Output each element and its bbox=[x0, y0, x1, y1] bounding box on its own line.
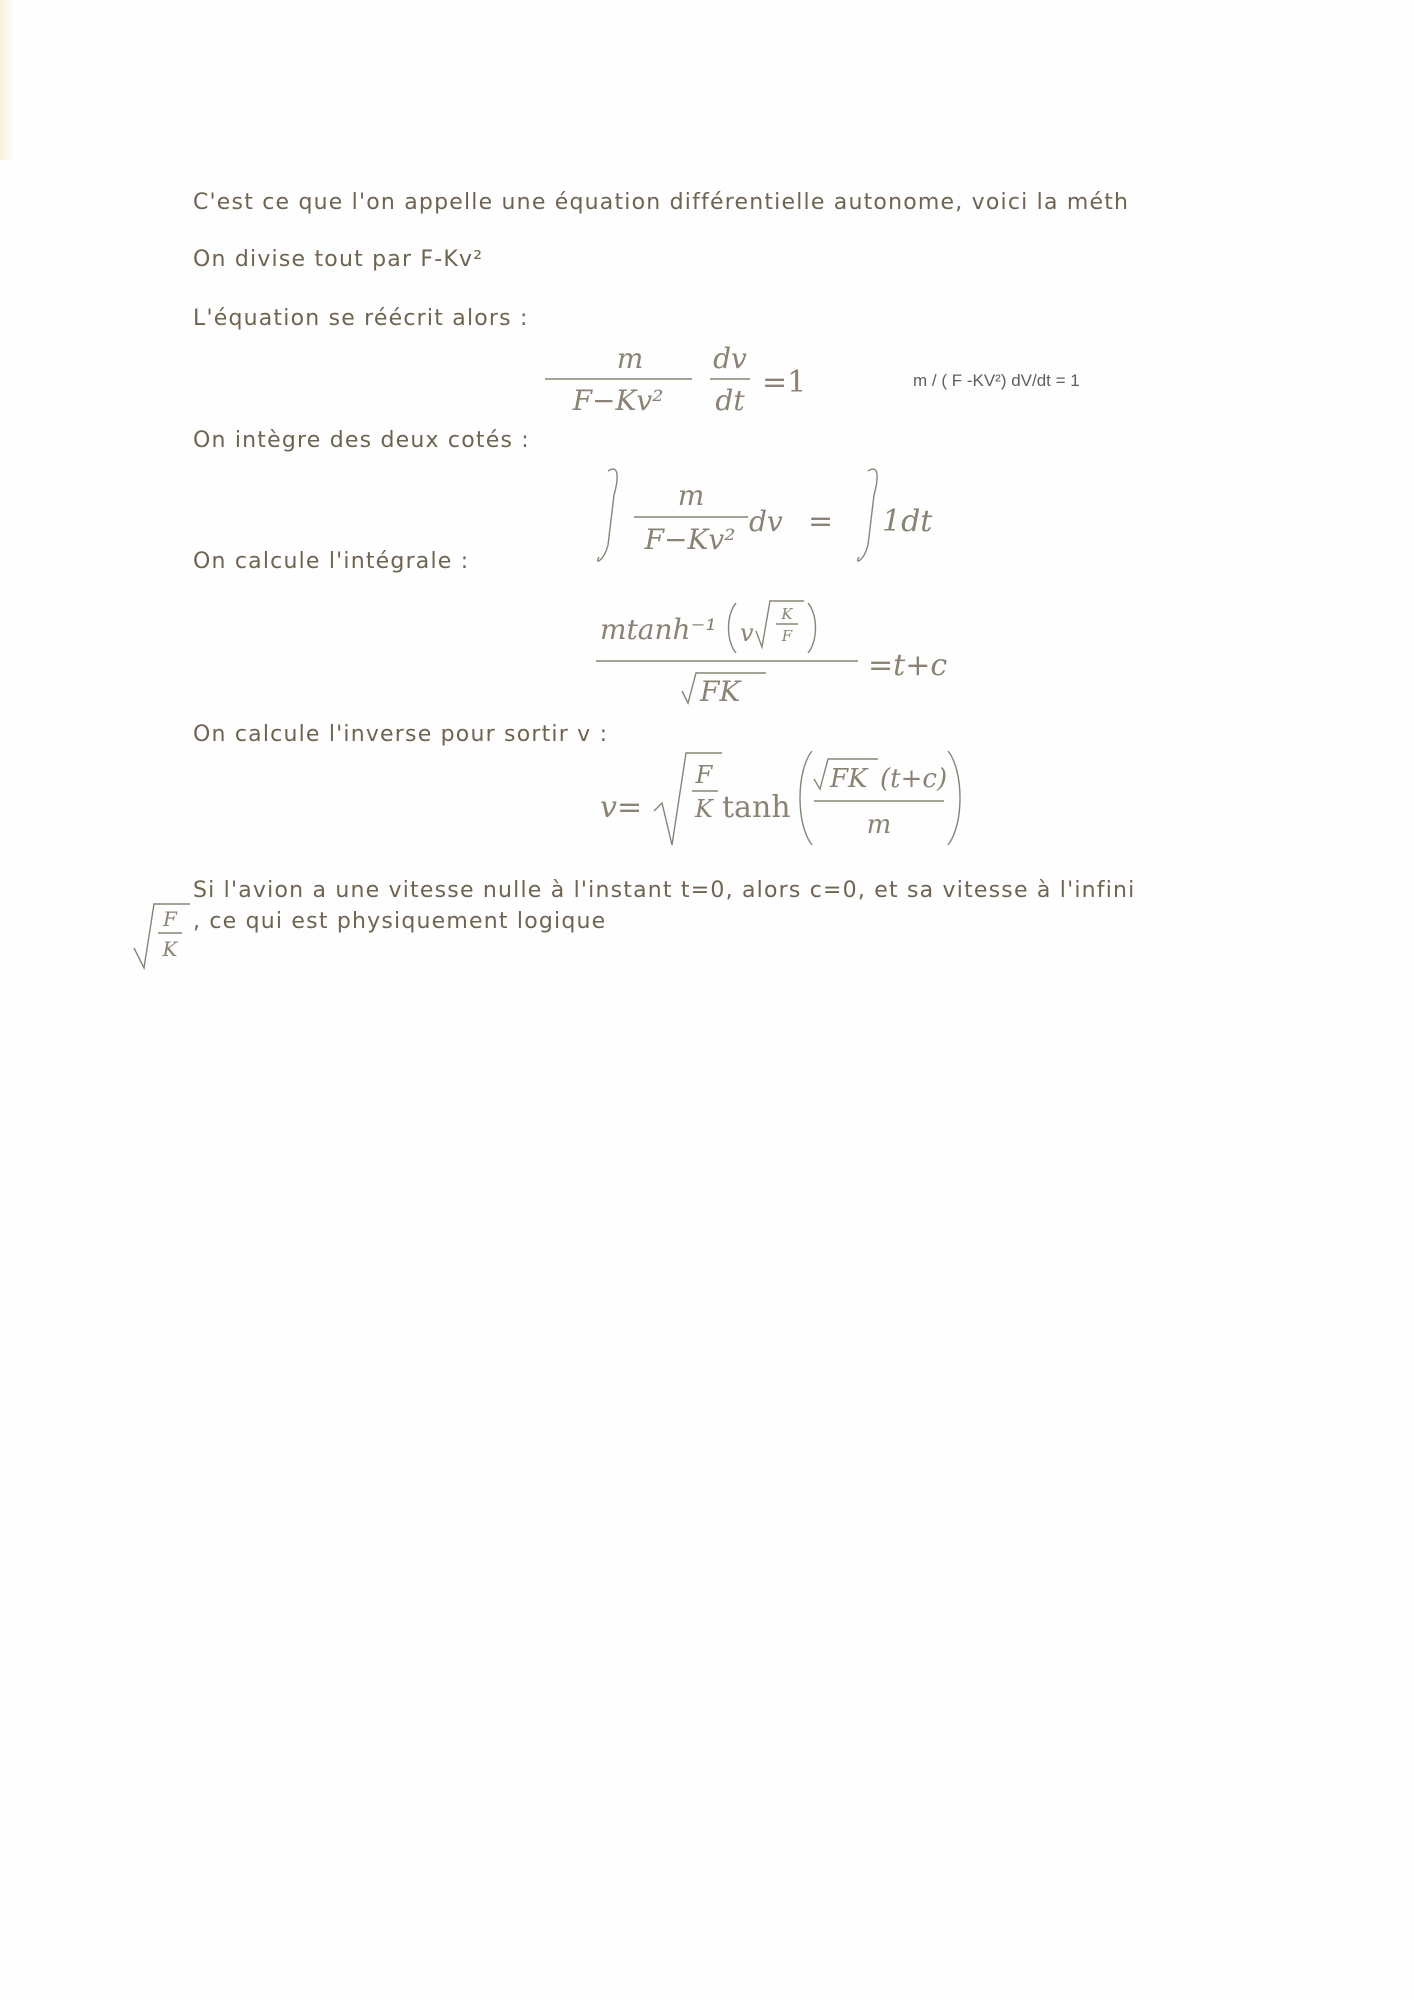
eq1-dv: dv bbox=[713, 342, 747, 375]
integrate-line: On intègre des deux cotés : bbox=[193, 428, 530, 453]
intro-line: C'est ce que l'on appelle une équation différentielle autonome, voici la méth bbox=[193, 190, 1130, 215]
equation-text-note: m / ( F -KV²) dV/dt = 1 bbox=[913, 371, 1080, 390]
equation-limit-velocity bbox=[132, 898, 192, 970]
eq4-numerator-rest: (t+c) bbox=[880, 764, 948, 794]
eq4-frac-num: F bbox=[695, 761, 713, 789]
eq3-numerator: mtanh⁻¹ bbox=[600, 613, 717, 646]
eq5-frac-num: F bbox=[163, 907, 177, 931]
eq5-frac-den: K bbox=[162, 937, 178, 961]
eq3-frac-num: K bbox=[781, 605, 793, 623]
eq2-dv: dv bbox=[749, 505, 783, 538]
eq4-paren-open bbox=[800, 751, 812, 845]
equation-integral-result bbox=[590, 595, 990, 715]
eq4-denominator: m bbox=[866, 810, 892, 840]
divide-line: On divise tout par F-Kv² bbox=[193, 247, 484, 272]
eq3-frac-den: F bbox=[781, 627, 793, 645]
conclusion-line-1: Si l'avion a une vitesse nulle à l'instant t=0, alors c=0, et sa vitesse à l'infini bbox=[193, 878, 1136, 903]
compute-integral-line: On calcule l'intégrale : bbox=[193, 549, 470, 574]
eq3-paren-open bbox=[729, 603, 737, 653]
eq3-rhs: =t+c bbox=[868, 648, 948, 683]
eq4-tanh: tanh bbox=[722, 790, 791, 825]
equation-velocity bbox=[598, 745, 1058, 855]
compute-inverse-line: On calcule l'inverse pour sortir v : bbox=[193, 722, 609, 747]
eq1-numerator: m bbox=[616, 342, 644, 375]
eq4-numerator: FK bbox=[830, 764, 868, 794]
eq4-paren-close bbox=[948, 751, 960, 845]
eq1-dt: dt bbox=[715, 384, 745, 417]
conclusion-line-2: , ce qui est physiquement logique bbox=[193, 909, 607, 934]
equation-rewritten bbox=[540, 340, 840, 420]
eq2-denominator: F−Kv² bbox=[644, 523, 736, 556]
equation-integral bbox=[596, 465, 956, 575]
eq2-equals: = bbox=[808, 504, 834, 539]
eq2-numerator: m bbox=[677, 479, 705, 512]
eq3-paren-close bbox=[808, 603, 816, 653]
integral-sign-left bbox=[598, 469, 617, 561]
paper-stain bbox=[0, 0, 14, 160]
integral-sign-right bbox=[858, 469, 877, 561]
eq1-denominator: F−Kv² bbox=[572, 384, 664, 417]
eq1-rhs: =1 bbox=[762, 365, 807, 400]
eq3-denominator: FK bbox=[700, 675, 741, 708]
eq2-rhs: 1dt bbox=[882, 504, 933, 539]
eq4-frac-den: K bbox=[695, 795, 713, 823]
eq4-lhs: v= bbox=[600, 790, 643, 825]
eq3-v: v bbox=[740, 619, 754, 647]
rewrite-line: L'équation se réécrit alors : bbox=[193, 306, 529, 331]
